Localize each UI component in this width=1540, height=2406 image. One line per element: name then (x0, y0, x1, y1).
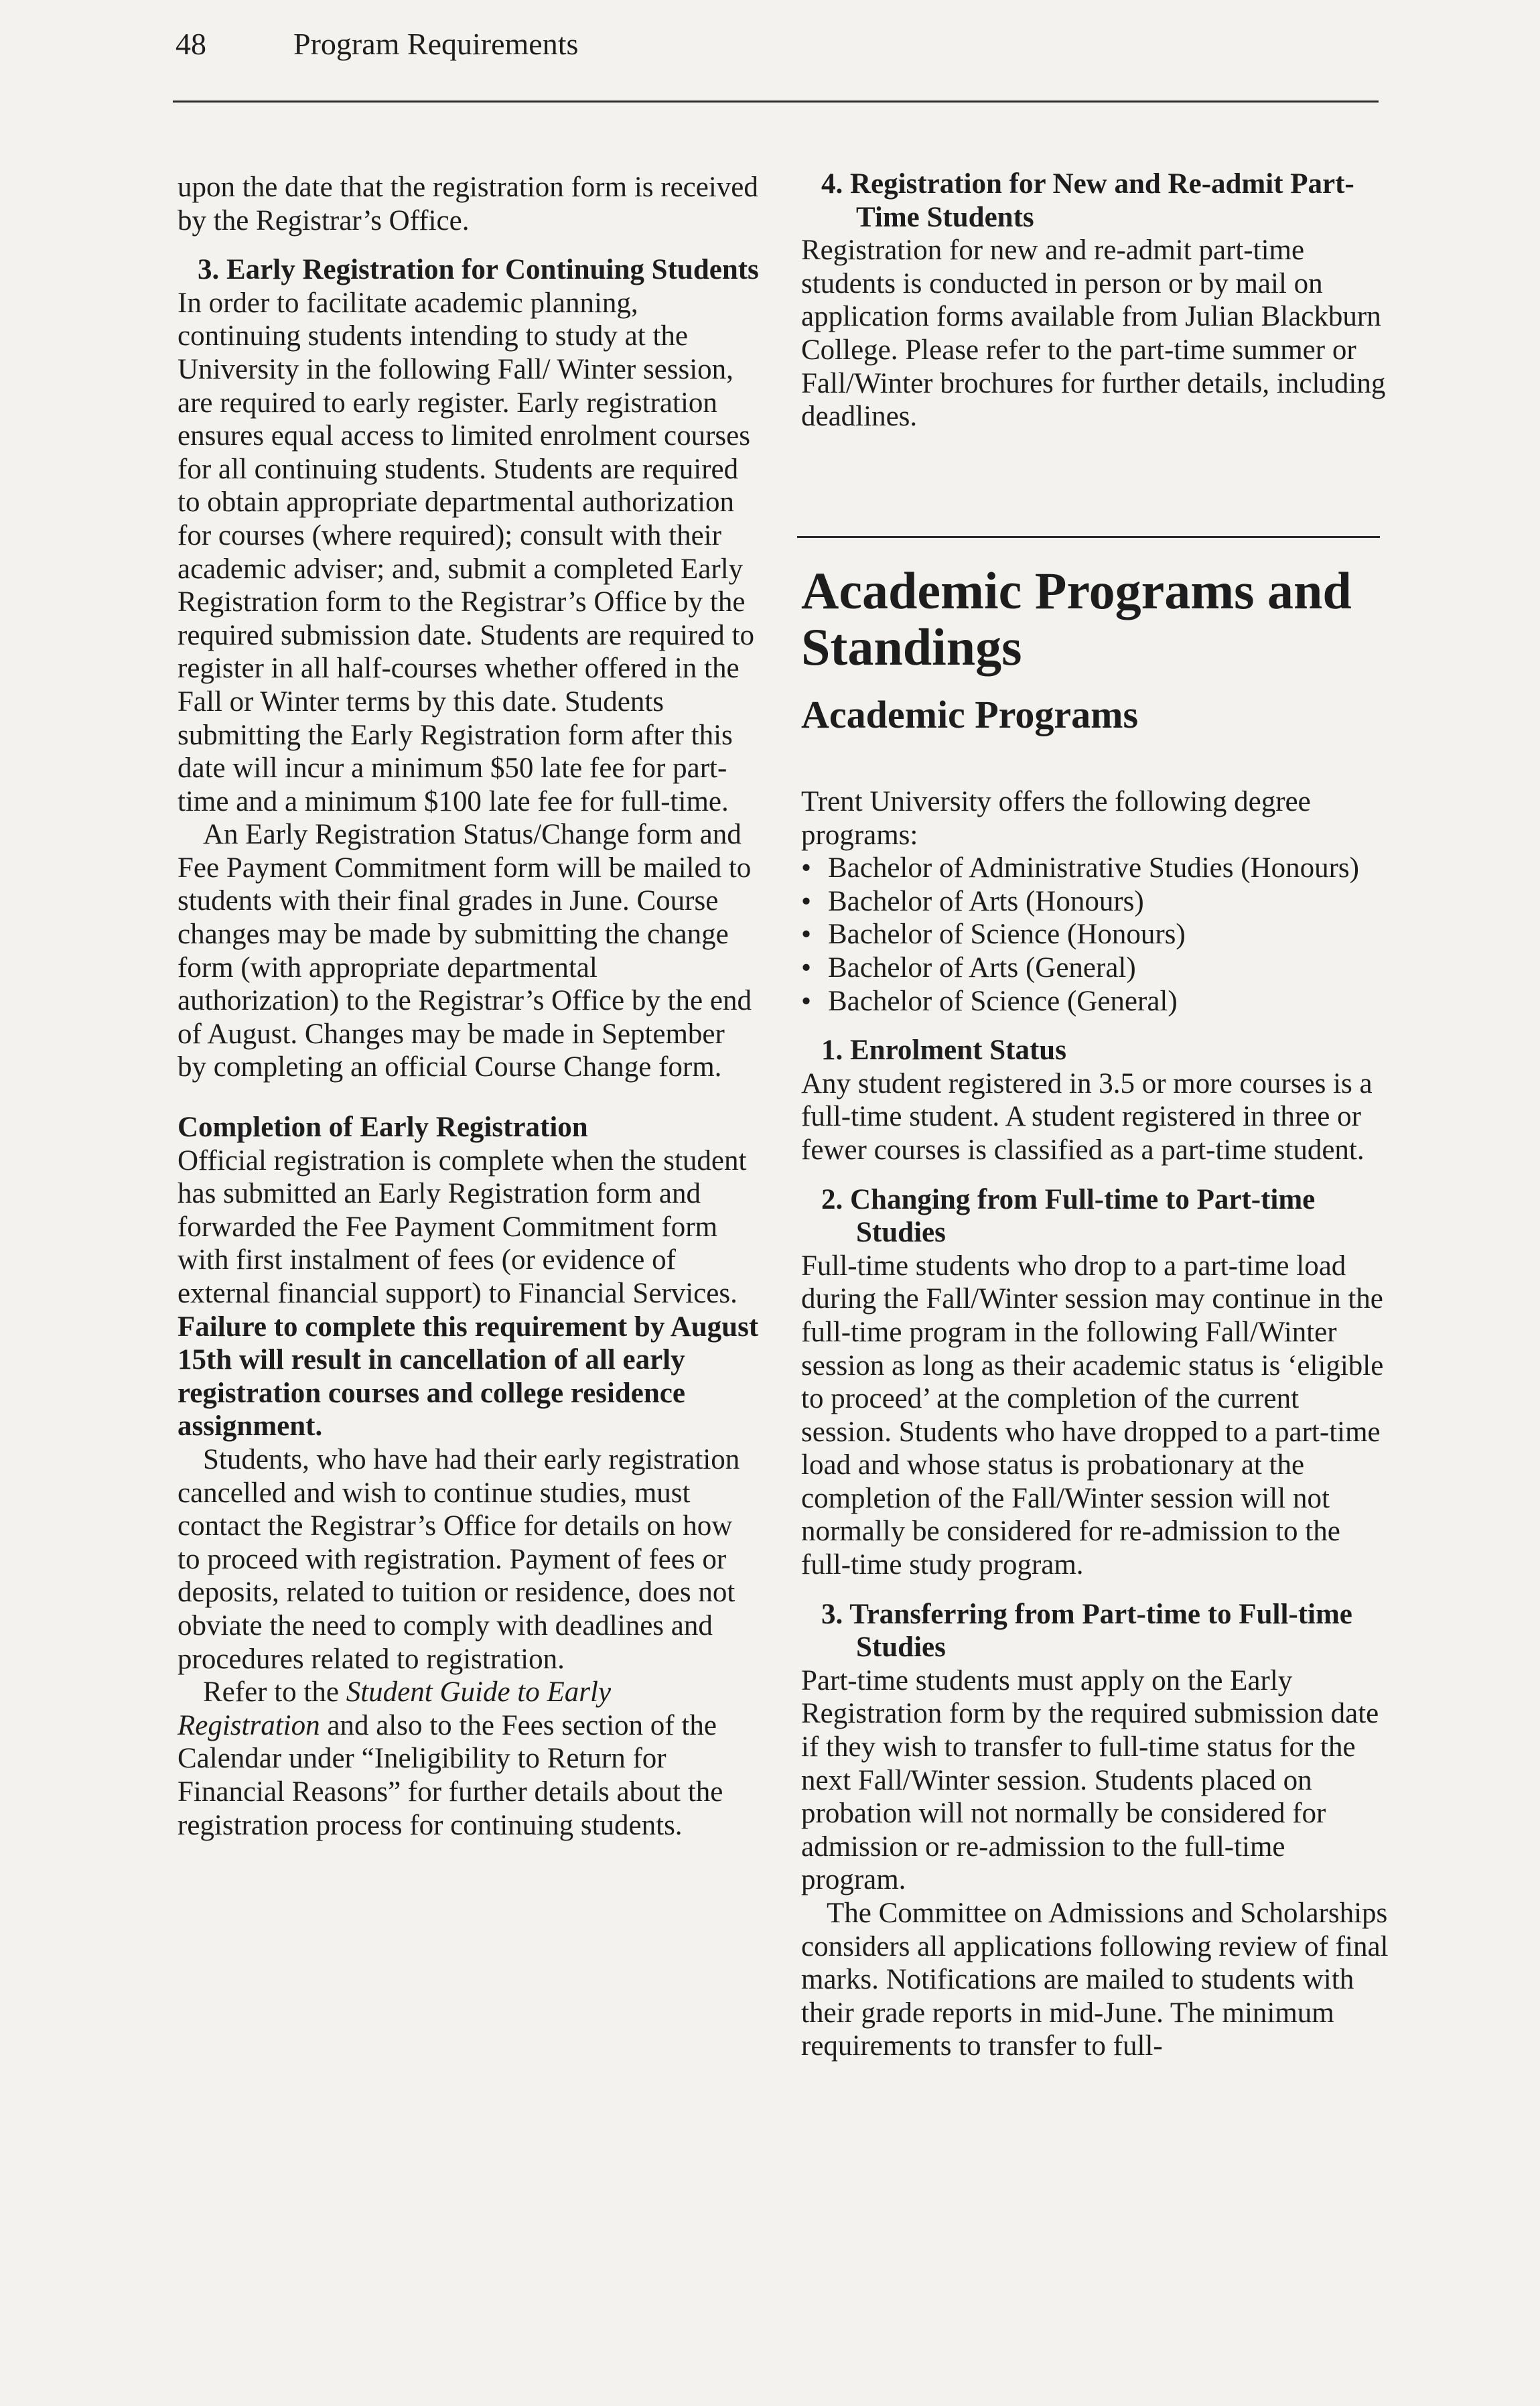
completion-paragraph-2: Students, who have had their early registration cancelled and wish to continue studies, must contact the Registrar’s Office for details on how to proceed with registration. Payment of fees or deposits, related to tuition or residence, does not obviate the need to comply with deadlines and procedures related to registration. (178, 1443, 740, 1675)
list-item: • Bachelor of Arts (General) (801, 951, 1391, 985)
right-column-lower (801, 563, 1391, 2063)
continuation-paragraph: upon the date that the registration form is received by the Registrar’s Office. (178, 172, 758, 237)
left-column (178, 171, 760, 1842)
section-heading-transferring: 3. Transferring from Part-time to Full-time Studies (821, 1598, 1352, 1664)
running-title: Program Requirements (293, 27, 579, 61)
list-item: • Bachelor of Administrative Studies (Honours) (801, 852, 1391, 885)
column-rule (797, 536, 1380, 538)
completion-paragraph-1-text: Official registration is complete when the student has submitted an Early Registration form and forwarded the Fee Payment Commitment form with first instalment of fees (or evidence of external financial support) to Financial Services. (178, 1144, 747, 1309)
section-heading-new-readmit: 4. Registration for New and Re-admit Part-Time Students (821, 168, 1354, 233)
list-item: • Bachelor of Science (General) (801, 985, 1391, 1018)
running-header (176, 24, 578, 64)
completion-warning: Failure to complete this requirement by August 15th will result in cancellation of all early registration courses and college residence assignment. (178, 1311, 759, 1443)
list-item: • Bachelor of Arts (Honours) (801, 885, 1391, 919)
programs-list (801, 852, 1391, 1018)
header-rule (173, 101, 1379, 103)
transferring-paragraph-1: Part-time students must apply on the Early Registration form by the required submission date if they wish to transfer to full-time status for the next Fall/Winter session. Students placed on probation will not normally be considered for admission or re-admission to the full-time program. (801, 1664, 1379, 1896)
section-heading-early-registration: 3. Early Registration for Continuing Students (198, 254, 759, 286)
section-heading-enrolment: 1. Enrolment Status (821, 1034, 1066, 1067)
changing-paragraph: Full-time students who drop to a part-time load during the Fall/Winter session may continue in the full-time program in the following Fall/Winter session as long as their academic status is ‘eligible to proceed’ at the completion of the current session. Students who have dropped to a part-time load and whose status is probationary at the completion of the Fall/Winter session will not normally be considered for re-admission to the full-time study program. (801, 1250, 1384, 1581)
student-guide-title: Student Guide to Early Registration (178, 1676, 612, 1741)
completion-paragraph-3-after: and also to the Fees section of the Calendar under “Ineligibility to Return for Financial Reasons” for further details about the registration process for continuing students. (178, 1709, 723, 1841)
programs-intro: Trent University offers the following degree programs: (801, 786, 1311, 851)
completion-paragraph-3 (178, 1676, 760, 1842)
section-heading-changing: 2. Changing from Full-time to Part-time Studies (821, 1183, 1316, 1249)
main-heading: Academic Programs and Standings (801, 561, 1352, 676)
right-column (801, 168, 1391, 433)
list-item: • Bachelor of Science (Honours) (801, 918, 1391, 951)
completion-paragraph-1 (178, 1144, 760, 1443)
completion-paragraph-3-before: Refer to the (203, 1676, 339, 1709)
completion-heading: Completion of Early Registration (178, 1112, 588, 1144)
early-registration-paragraph-2: An Early Registration Status/Change form and Fee Payment Commitment form will be mailed to students with their final grades in June. Course changes may be made by submitting the change form (with appropriate departmental authorization) to the Registrar’s Office by the end of August. Changes may be made in September by completing an official Course Change form. (178, 819, 752, 1083)
new-readmit-paragraph: Registration for new and re-admit part-time students is conducted in person or by mail on application forms available from Julian Blackburn College. Please refer to the part-time summer or Fall/Winter brochures for further details, including deadlines. (801, 235, 1386, 433)
transferring-paragraph-2: The Committee on Admissions and Scholarships considers all applications following review of final marks. Notifications are mailed to students with their grade reports in mid-June. The minimum requirements to transfer to full- (801, 1897, 1389, 2062)
page-number: 48 (176, 27, 206, 61)
early-registration-paragraph-1: In order to facilitate academic planning, continuing students intending to study at the University in the following Fall/ Winter session, are required to early register. Early registration ensures equal access to limited enrolment courses for all continuing students. Students are required to obtain appropriate departmental authorization for courses (where required); consult with their academic adviser; and, submit a completed Early Registration form to the Registrar’s Office by the required submission date. Students are required to register in all half-courses whether offered in the Fall or Winter terms by this date. Students submitting the Early Registration form after this date will incur a minimum $50 late fee for part-time and a minimum $100 late fee for full-time. (178, 287, 754, 817)
sub-heading: Academic Programs (801, 693, 1139, 736)
enrolment-paragraph: Any student registered in 3.5 or more courses is a full-time student. A student registered in three or fewer courses is classified as a part-time student. (801, 1067, 1373, 1166)
